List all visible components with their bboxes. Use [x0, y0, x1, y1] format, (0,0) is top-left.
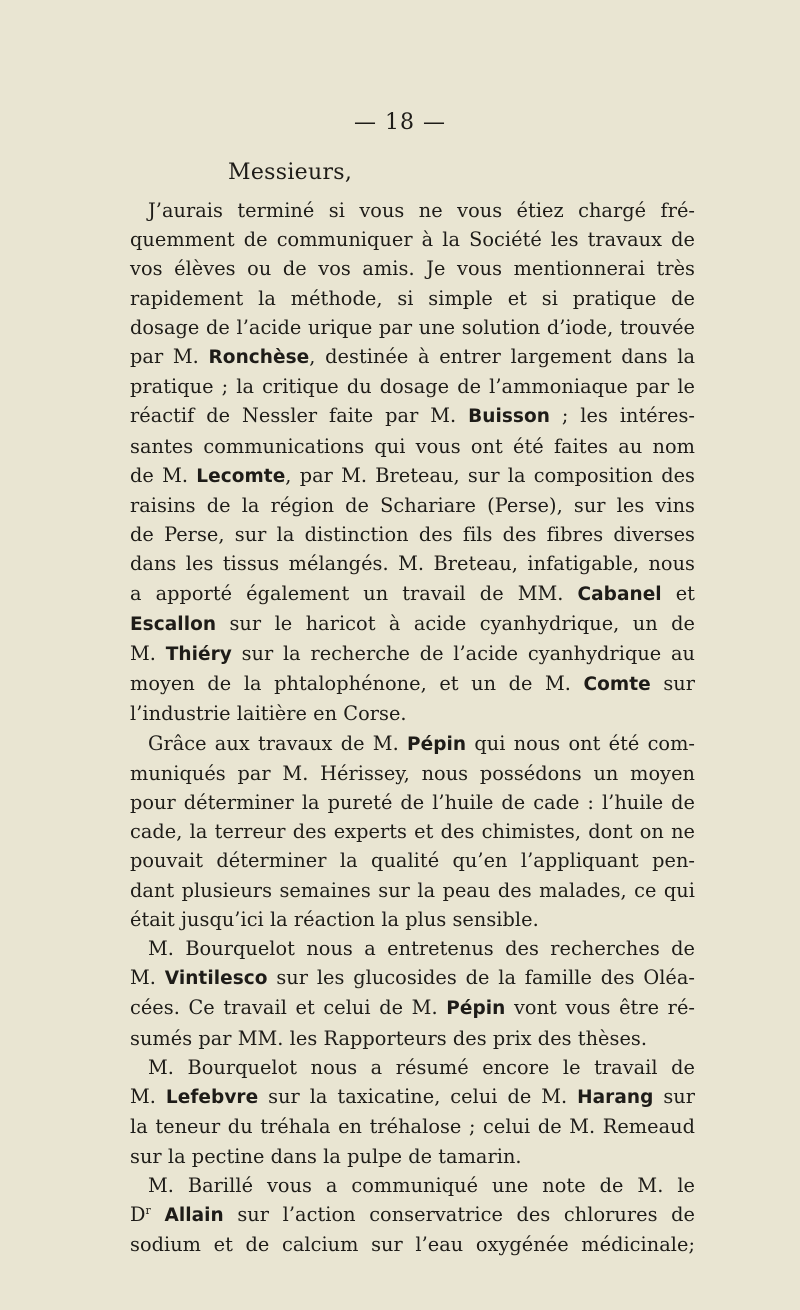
- text-line: [130, 254, 695, 283]
- text-line: [130, 1024, 695, 1053]
- text-line: [130, 993, 695, 1023]
- text-run: sur l’action conservatrice des chlorures de: [223, 1202, 695, 1226]
- text-run: M.: [130, 642, 166, 666]
- text-run: pouvait déterminer la qualité qu’en l’appliquant pen-: [130, 849, 695, 873]
- text-line: [130, 1053, 695, 1082]
- text-run: était jusqu’ici la réaction la plus sensible.: [130, 907, 539, 931]
- person-name: Lefebvre: [165, 1087, 259, 1109]
- text-line: [130, 196, 695, 225]
- text-run: et: [661, 581, 695, 605]
- text-line: [130, 579, 695, 609]
- text-run: quemment de communiquer à la Société les travaux de: [130, 228, 695, 252]
- text-line: [130, 342, 695, 372]
- text-run: sur la pectine dans la pulpe de tamarin.: [130, 1144, 522, 1168]
- text-line: [130, 549, 695, 578]
- text-run: rapidement la méthode, si simple et si pratique de: [130, 286, 695, 310]
- person-name: Thiéry: [165, 644, 232, 666]
- text-run: sur la recherche de l’acide cyanhydrique au: [231, 642, 695, 666]
- text-run: sur la taxicatine, celui de M.: [258, 1085, 578, 1109]
- text-line: [130, 817, 695, 846]
- person-name: Ronchèse: [208, 347, 310, 369]
- text-run: l’industrie laitière en Corse.: [130, 702, 407, 726]
- person-name: Cabanel: [577, 583, 662, 605]
- text-run: J’aurais terminé si vous ne vous étiez chargé fré-: [148, 199, 695, 222]
- body-text: [130, 196, 695, 1259]
- text-line: [130, 491, 695, 520]
- text-line: [130, 729, 695, 759]
- text-run: cade, la terreur des experts et des chimistes, dont on ne: [130, 820, 695, 844]
- text-line: [130, 905, 695, 934]
- text-line: [130, 1142, 695, 1171]
- text-line: [130, 284, 695, 313]
- text-run: , destinée à entrer largement dans la: [309, 345, 695, 369]
- text-run: qui nous ont été com-: [466, 731, 695, 755]
- text-run: sodium et de calcium sur l’eau oxygénée médicinale;: [130, 1233, 695, 1257]
- salutation: Messieurs,: [228, 160, 353, 185]
- text-line: [130, 934, 695, 963]
- text-run: raisins de la région de Schariare (Perse), sur les vins: [130, 494, 695, 518]
- person-name: Harang: [577, 1087, 654, 1109]
- person-name: Vintilesco: [164, 968, 268, 990]
- text-run: , par M. Breteau, sur la composition des: [285, 463, 695, 487]
- text-run: par M.: [130, 345, 209, 369]
- text-run: Grâce aux travaux de M.: [148, 731, 408, 755]
- text-run: dans les tissus mélangés. M. Breteau, infatigable, nous: [130, 552, 695, 576]
- text-run: D: [130, 1202, 146, 1226]
- text-line: [130, 372, 695, 401]
- text-run: sumés par MM. les Rapporteurs des prix des thèses.: [130, 1026, 648, 1050]
- text-run: [151, 1203, 165, 1226]
- text-run: M.: [130, 1085, 166, 1109]
- text-run: pour déterminer la pureté de l’huile de cade : l’huile de: [130, 791, 695, 815]
- person-name: Pépin: [446, 998, 506, 1020]
- text-run: pratique ; la critique du dosage de l’ammoniaque par le: [130, 375, 695, 399]
- text-line: [130, 520, 695, 549]
- text-line: [130, 1112, 695, 1141]
- text-run: de M.: [130, 463, 197, 487]
- text-run: santes communications qui vous ont été faites au nom: [130, 434, 695, 458]
- text-run: muniqués par M. Hérissey, nous possédons un moyen: [130, 761, 695, 785]
- text-run: M. Barillé vous a communiqué une note de M. le: [148, 1173, 695, 1197]
- text-run: M. Bourquelot nous a entretenus des recherches de: [148, 937, 695, 961]
- text-line: [130, 461, 695, 491]
- superscript: r: [145, 1203, 151, 1217]
- text-run: moyen de la phtalophénone, et un de M.: [130, 672, 584, 696]
- text-run: M. Bourquelot nous a résumé encore le travail de: [148, 1055, 695, 1079]
- text-line: [130, 609, 695, 639]
- page-number: — 18 —: [354, 110, 446, 135]
- person-name: Lecomte: [196, 465, 286, 487]
- text-run: de Perse, sur la distinction des fils des fibres diverses: [130, 523, 695, 547]
- person-name: Buisson: [468, 406, 550, 428]
- text-line: [130, 401, 695, 431]
- text-run: réactif de Nessler faite par M.: [130, 404, 469, 428]
- text-line: [130, 1230, 695, 1259]
- text-line: [130, 788, 695, 817]
- text-line: [130, 846, 695, 875]
- person-name: Pépin: [407, 733, 467, 755]
- text-run: ; les intéres-: [549, 404, 695, 428]
- text-run: M.: [130, 966, 165, 990]
- text-run: vos élèves ou de vos amis. Je vous mentionnerai très: [130, 257, 695, 281]
- text-line: [130, 313, 695, 342]
- person-name: Escallon: [130, 613, 217, 635]
- person-name: Comte: [583, 674, 651, 696]
- text-run: sur le haricot à acide cyanhydrique, un de: [216, 611, 695, 635]
- text-run: sur les glucosides de la famille des Oléa-: [267, 966, 696, 990]
- text-run: dosage de l’acide urique par une solution d’iode, trouvée: [130, 315, 695, 339]
- text-line: [130, 1082, 695, 1112]
- text-line: [130, 225, 695, 254]
- text-line: [130, 432, 695, 461]
- text-run: dant plusieurs semaines sur la peau des malades, ce qui: [130, 878, 695, 902]
- text-run: la teneur du tréhala en tréhalose ; celui de M. Remeaud: [130, 1115, 695, 1139]
- text-run: sur: [650, 672, 695, 696]
- text-line: [130, 876, 695, 905]
- text-line: [130, 699, 695, 728]
- text-run: sur: [653, 1085, 696, 1109]
- text-run: cées. Ce travail et celui de M.: [130, 996, 447, 1020]
- text-line: [130, 759, 695, 788]
- text-line: [130, 1200, 695, 1230]
- text-line: [130, 963, 695, 993]
- person-name: Allain: [164, 1204, 224, 1226]
- text-run: a apporté également un travail de MM.: [130, 581, 578, 605]
- text-line: [130, 1171, 695, 1200]
- text-line: [130, 669, 695, 699]
- text-run: vont vous être ré-: [505, 996, 695, 1020]
- text-line: [130, 639, 695, 669]
